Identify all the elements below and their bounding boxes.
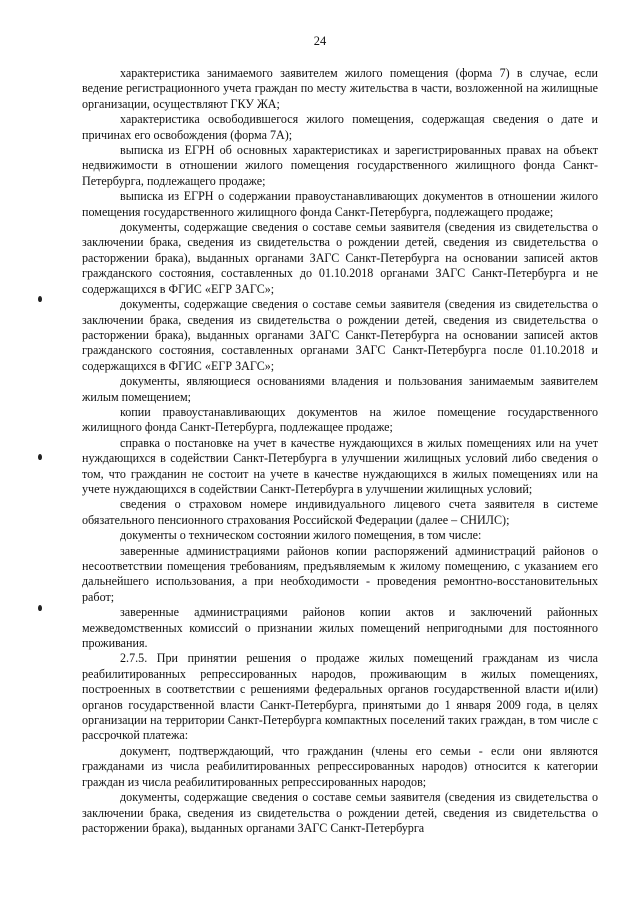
punch-mark [38,605,42,611]
paragraph: документы, содержащие сведения о составе семьи заявителя (сведения из свидетельства о заключении брака, сведения из свидетельства о рождении детей, сведения из свидетельства о расторжении брака), выданных органами ЗАГС Санкт-Петербурга [82,790,598,835]
paragraph: копии правоустанавливающих документов на жилое помещение государственного жилищного фонда Санкт-Петербурга, подлежащее продаже; [82,404,598,435]
punch-mark [38,454,42,460]
paragraph: документы, являющиеся основаниями владения и пользования занимаемым заявителем жилым помещением; [82,374,598,404]
paragraph: сведения о страховом номере индивидуального лицевого счета заявителя в системе обязательного пенсионного страхования Российской Федерации (далее – СНИЛС); [82,497,598,527]
paragraph: заверенные администрациями районов копии распоряжений администраций районов о несоответствии помещения требованиям, предъявляемым к жилому помещению, с указанием его дальнейшего использования, а при необходимости - проведения ремонтно-восстановительных работ; [82,543,598,604]
paragraph: характеристика занимаемого заявителем жилого помещения (форма 7) в случае, если ведение регистрационного учета граждан по месту жительства в части, возложенной на жилищные организации, осуществляют ГКУ ЖА; [82,66,598,111]
paragraph: выписка из ЕГРН о содержании правоустанавливающих документов в отношении жилого помещения государственного жилищного фонда Санкт-Петербурга, подлежащего продаже; [82,189,598,219]
paragraph: выписка из ЕГРН об основных характеристиках и зарегистрированных правах на объект недвижимости в отношении жилого помещения государственного жилищного фонда Санкт-Петербурга, подлежащего продаже; [82,143,598,188]
paragraph: документы, содержащие сведения о составе семьи заявителя (сведения из свидетельства о заключении брака, сведения из свидетельства о рождении детей, сведения из свидетельства о расторжении брака), выданных органами ЗАГС Санкт-Петербурга на основании записей актов гражданского состояния, составленных до 01.10.2018 органами ЗАГС Санкт-Петербурга и не содержащихся в ФГИС «ЕГР ЗАГС»; [82,220,598,296]
paragraph: 2.7.5. При принятии решения о продаже жилых помещений гражданам из числа реабилитированных репрессированных народов, проживающим в жилых помещениях, построенных в соответствии с решениями федеральных органов государственной власти и(или) органов государственной власти Санкт-Петербурга, принятыми до 1 января 2009 года, в целях организации на территории Санкт-Петербурга компактных поселений таких граждан, в том числе с рассрочкой платежа: [82,651,598,743]
paragraph: характеристика освободившегося жилого помещения, содержащая сведения о дате и причинах его освобождения (форма 7А); [82,112,598,142]
paragraph: документы, содержащие сведения о составе семьи заявителя (сведения из свидетельства о заключении брака, сведения из свидетельства о рождении детей, сведения из свидетельства о расторжении брака), выданных органами ЗАГС Санкт-Петербурга на основании записей актов гражданского состояния, составленных органами ЗАГС Санкт-Петербурга после 01.10.2018 и содержащихся в ФГИС «ЕГР ЗАГС»; [82,297,598,373]
page-number: 24 [313,34,327,48]
paragraph: справка о постановке на учет в качестве нуждающихся в жилых помещениях или на учет нуждающихся в содействии Санкт-Петербурга в улучшении жилищных условий либо сведения о том, что гражданин не состоит на учете в качестве нуждающихся в жилых помещениях или на учете нуждающихся в содействии Санкт-Петербурга в улучшении жилищных условий; [82,435,598,496]
paragraph: документы о техническом состоянии жилого помещения, в том числе: [120,528,482,543]
punch-mark [38,296,42,302]
paragraph: документ, подтверждающий, что гражданин (члены его семьи - если они являются гражданами из числа реабилитированных репрессированных народов) относится к категории граждан из числа реабилитированных репрессированных народов; [82,743,598,789]
paragraph: заверенные администрациями районов копии актов и заключений районных межведомственных комиссий о признании жилых помещений непригодными для постоянного проживания. [82,605,598,651]
document-body [82,66,598,836]
